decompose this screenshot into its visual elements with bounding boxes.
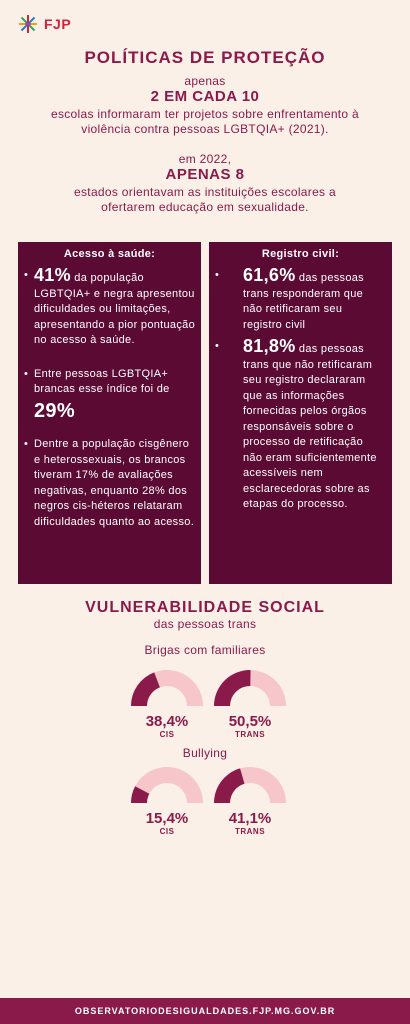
flower-logo-icon — [18, 14, 38, 34]
civil-item-1-pct: 61,6% — [243, 265, 296, 285]
group-1-label: Brigas com familiares — [144, 643, 266, 657]
donut-g2-trans-value: 41,1% — [228, 810, 272, 827]
donut-g1-cis — [129, 668, 205, 739]
stat2-desc-line1: estados orientavam as instituições escolares a — [74, 185, 336, 199]
health-item-3 — [18, 437, 201, 530]
stat1-value: 2 EM CADA 10 — [150, 88, 260, 105]
civil-item-2-text-b: pessoas trans que não retificaram seu registro declararam que as informações fornecidas pelos órgãos responsáveis sobre o processo de retificação não eram suficientemente acessíveis nem esclarecedoras sobre as etapas do processo. — [243, 343, 377, 510]
health-item-2 — [18, 367, 201, 420]
stat1-desc-line2: violência contra pessoas LGBTQIA+ (2021). — [81, 122, 329, 136]
stat1-desc-line1: escolas informaram ter projetos sobre enfrentamento à — [50, 107, 360, 121]
logo-text: FJP — [44, 16, 72, 32]
footer-url[interactable]: OBSERVATORIODESIGUALDADES.FJP.MG.GOV.BR — [0, 998, 410, 1024]
donut-g1-cis-category: CIS — [159, 730, 175, 739]
civil-item-1 — [209, 265, 392, 333]
civil-item-1-text-a: das — [298, 272, 318, 284]
health-panel — [18, 242, 201, 584]
donut-g2-trans — [212, 765, 288, 836]
civil-panel — [209, 242, 392, 584]
donut-g1-cis-chart — [129, 668, 205, 708]
stat2-desc-line2: ofertarem educação em sexualidade. — [101, 200, 309, 214]
donut-g1-trans-value: 50,5% — [228, 713, 272, 730]
stat2-value: APENAS 8 — [165, 166, 245, 183]
health-item-2-pct: 29% — [34, 399, 75, 422]
civil-item-1-text-b: pessoas trans responderam que não retificaram seu registro civil — [243, 272, 364, 331]
donut-g2-trans-category: TRANS — [234, 827, 266, 836]
civil-item-2 — [209, 336, 392, 513]
health-item-1 — [18, 265, 201, 349]
vulnerability-subtitle: das pessoas trans — [153, 617, 257, 631]
donut-g2-cis-category: CIS — [159, 827, 175, 836]
donut-g2-cis — [129, 765, 205, 836]
donut-g1-trans — [212, 668, 288, 739]
donut-g1-trans-category: TRANS — [234, 730, 266, 739]
health-item-1-text-b: LGBTQIA+ e negra apresentou dificuldades ou limitações, apresentando a pior pontuação no acesso à saúde. — [34, 287, 195, 346]
donut-fill — [131, 672, 160, 706]
page-title: POLÍTICAS DE PROTEÇÃO — [84, 48, 326, 67]
donut-g1-trans-chart — [212, 668, 288, 708]
donut-g2-trans-chart — [212, 765, 288, 805]
health-item-2-text: Entre pessoas LGBTQIA+ brancas esse índice foi de — [34, 367, 170, 395]
health-panel-title: Acesso à saúde: — [63, 248, 156, 260]
donut-g1-cis-value: 38,4% — [145, 713, 189, 730]
donut-g2-cis-chart — [129, 765, 205, 805]
health-item-3-text: Dentre a população cisgênero e heterossexuais, os brancos tiveram 17% de avaliações negativas, enquanto 28% dos negros cis-héteros relataram dificuldades quanto ao acesso. — [34, 438, 195, 528]
stat2-prefix: em 2022, — [178, 152, 232, 166]
civil-item-2-text-a: das — [298, 343, 318, 355]
logo — [18, 14, 71, 34]
vulnerability-title: VULNERABILIDADE SOCIAL — [85, 599, 325, 616]
health-item-1-pct: 41% — [34, 265, 71, 285]
civil-panel-title: Registro civil: — [261, 248, 340, 260]
civil-item-2-pct: 81,8% — [243, 336, 296, 356]
stat1-prefix: apenas — [184, 74, 226, 88]
donut-fill — [214, 670, 251, 706]
group-2-label: Bullying — [182, 746, 228, 760]
health-item-1-text-a: da população — [74, 272, 144, 284]
donut-g2-cis-value: 15,4% — [145, 810, 189, 827]
